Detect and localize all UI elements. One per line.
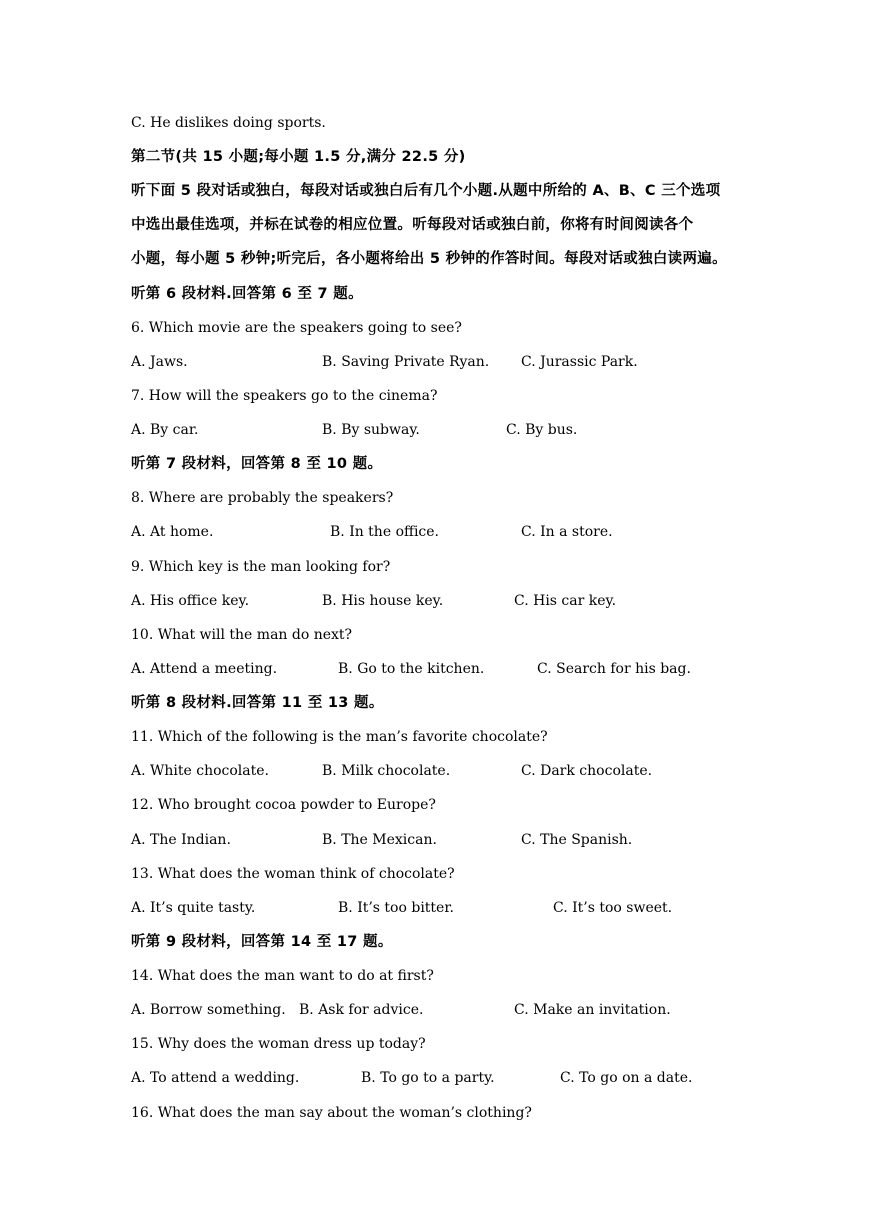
question-14-option-c: C. Make an invitation.: [514, 1002, 671, 1018]
question-14-option-b: B. Ask for advice.: [299, 1002, 424, 1018]
material-8-heading: 听第 8 段材料.回答第 11 至 13 题。: [131, 695, 384, 711]
question-6-option-a: A. Jaws.: [131, 354, 188, 370]
question-12-option-b: B. The Mexican.: [322, 832, 437, 848]
question-13-option-b: B. It’s too bitter.: [338, 900, 454, 916]
option-c-dislikes-sports: C. He dislikes doing sports.: [131, 115, 326, 131]
question-16-stem: 16. What does the man say about the woman’s clothing?: [131, 1105, 532, 1121]
question-13-stem: 13. What does the woman think of chocolate?: [131, 866, 455, 882]
question-9-stem: 9. Which key is the man looking for?: [131, 559, 391, 575]
question-9-option-c: C. His car key.: [514, 593, 617, 609]
instructions-line-2: 中选出最佳选项，并标在试卷的相应位置。听每段对话或独白前，你将有时间阅读各个: [131, 217, 694, 233]
question-6-stem: 6. Which movie are the speakers going to see?: [131, 320, 462, 336]
question-12-option-a: A. The Indian.: [131, 832, 231, 848]
question-13-option-c: C. It’s too sweet.: [553, 900, 673, 916]
question-13-option-a: A. It’s quite tasty.: [131, 900, 256, 916]
question-11-option-c: C. Dark chocolate.: [521, 763, 653, 779]
material-7-heading: 听第 7 段材料，回答第 8 至 10 题。: [131, 456, 383, 472]
instructions-line-3: 小题，每小题 5 秒钟;听完后，各小题将给出 5 秒钟的作答时间。每段对话或独白读两遍。: [131, 251, 727, 267]
question-9-option-a: A. His office key.: [131, 593, 250, 609]
question-8-option-a: A. At home.: [131, 524, 214, 540]
question-11-option-a: A. White chocolate.: [131, 763, 269, 779]
question-15-stem: 15. Why does the woman dress up today?: [131, 1036, 426, 1052]
question-7-stem: 7. How will the speakers go to the cinema?: [131, 388, 438, 404]
question-9-option-b: B. His house key.: [322, 593, 444, 609]
question-10-option-a: A. Attend a meeting.: [131, 661, 278, 677]
question-6-option-c: C. Jurassic Park.: [521, 354, 638, 370]
question-10-stem: 10. What will the man do next?: [131, 627, 353, 643]
question-12-stem: 12. Who brought cocoa powder to Europe?: [131, 797, 436, 813]
question-11-option-b: B. Milk chocolate.: [322, 763, 451, 779]
question-10-option-b: B. Go to the kitchen.: [338, 661, 485, 677]
question-7-option-b: B. By subway.: [322, 422, 420, 438]
question-6-option-b: B. Saving Private Ryan.: [322, 354, 490, 370]
instructions-line-1: 听下面 5 段对话或独白，每段对话或独白后有几个小题.从题中所给的 A、B、C 三个选项: [131, 183, 721, 199]
question-15-option-c: C. To go on a date.: [560, 1070, 693, 1086]
material-6-heading: 听第 6 段材料.回答第 6 至 7 题。: [131, 286, 363, 302]
question-8-option-b: B. In the office.: [330, 524, 439, 540]
question-10-option-c: C. Search for his bag.: [537, 661, 691, 677]
question-7-option-c: C. By bus.: [506, 422, 578, 438]
question-8-stem: 8. Where are probably the speakers?: [131, 490, 394, 506]
material-9-heading: 听第 9 段材料，回答第 14 至 17 题。: [131, 934, 393, 950]
section-title: 第二节(共 15 小题;每小题 1.5 分,满分 22.5 分): [131, 149, 466, 165]
question-8-option-c: C. In a store.: [521, 524, 613, 540]
question-11-stem: 11. Which of the following is the man’s favorite chocolate?: [131, 729, 548, 745]
question-14-stem: 14. What does the man want to do at first?: [131, 968, 434, 984]
question-15-option-b: B. To go to a party.: [361, 1070, 495, 1086]
question-12-option-c: C. The Spanish.: [521, 832, 633, 848]
question-7-option-a: A. By car.: [131, 422, 199, 438]
question-14-option-a: A. Borrow something.: [131, 1002, 286, 1018]
question-15-option-a: A. To attend a wedding.: [131, 1070, 300, 1086]
